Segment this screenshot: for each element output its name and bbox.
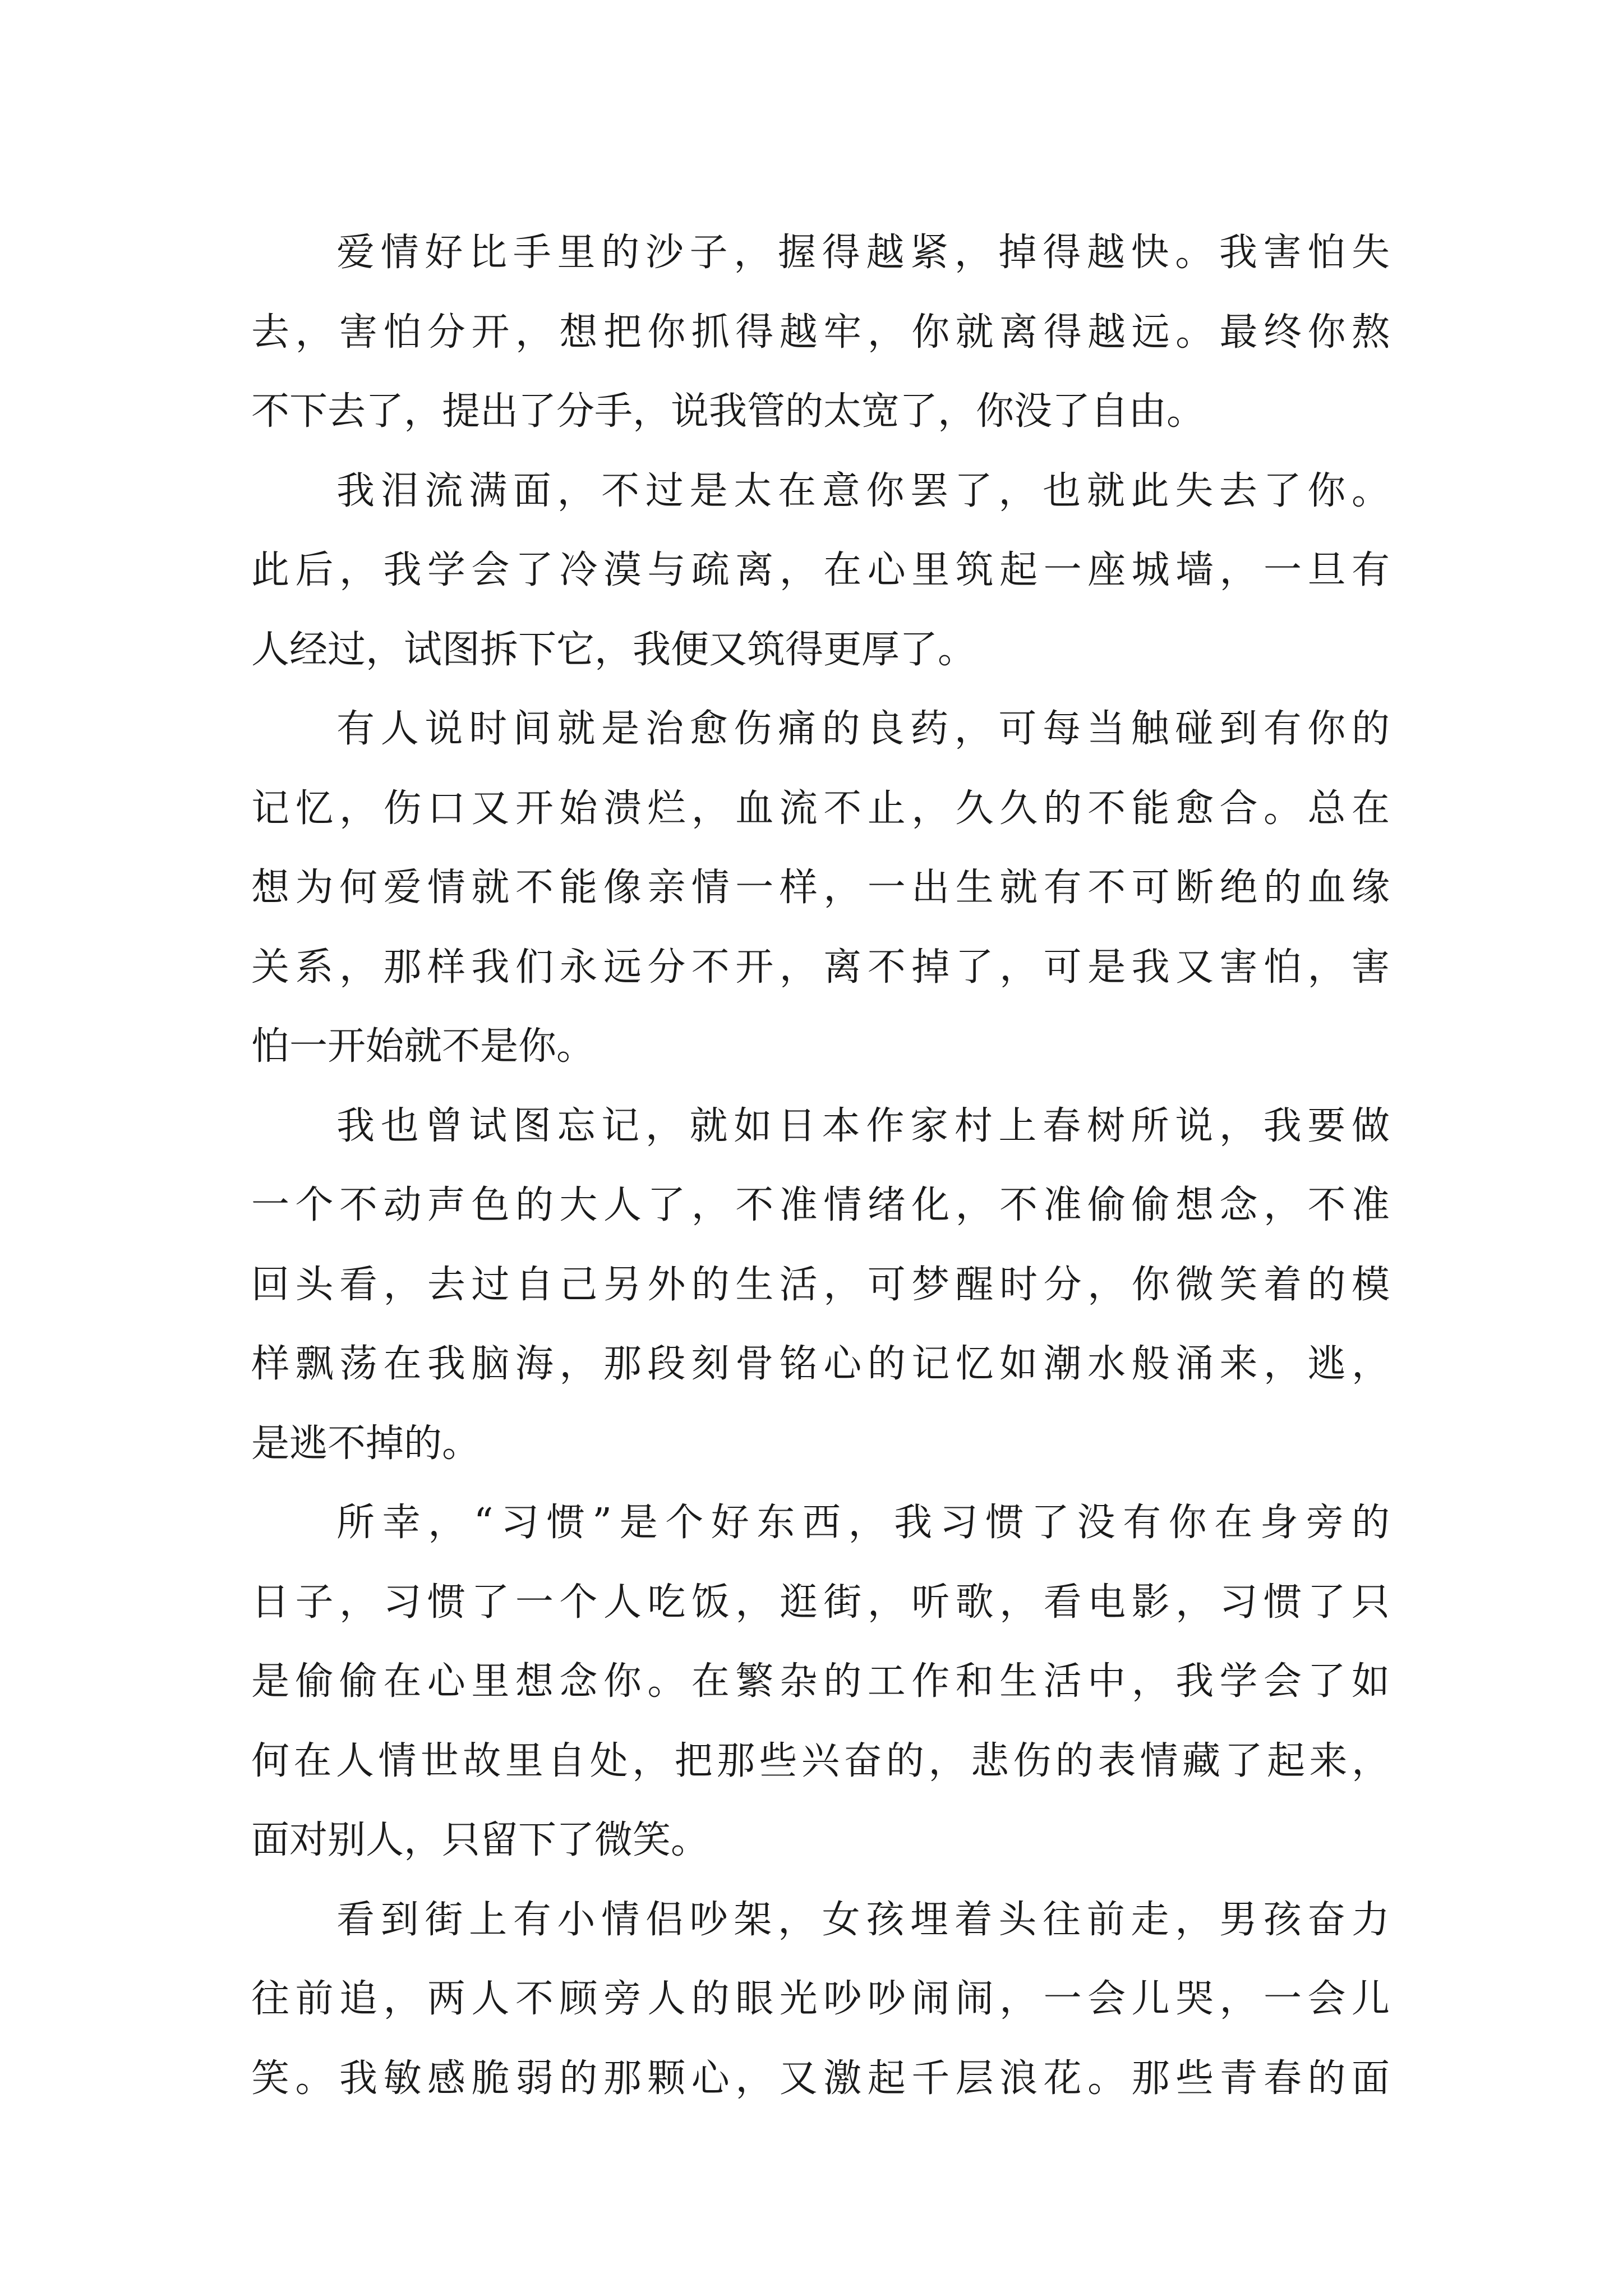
- text-line: 往前追，两人不顾旁人的眼光吵吵闹闹，一会儿哭，一会儿: [251, 1977, 1390, 2021]
- text-line: 何在人情世故里自处，把那些兴奋的，悲伤的表情藏了起来，: [251, 1738, 1390, 1783]
- text-line: 怕一开始就不是你。: [251, 1024, 595, 1069]
- paragraph-6: [251, 1880, 1390, 2119]
- text-line: 我泪流满面，不过是太在意你罢了，也就此失去了你。: [336, 468, 1390, 513]
- text-line: 爱情好比手里的沙子，握得越紧，掉得越快。我害怕失: [336, 231, 1390, 275]
- text-line: 是偷偷在心里想念你。在繁杂的工作和生活中，我学会了如: [251, 1659, 1390, 1704]
- body-text: [251, 213, 1390, 2118]
- text-line: 面对别人，只留下了微笑。: [251, 1818, 709, 1862]
- paragraph-4: [251, 1087, 1390, 1484]
- paragraph-3: [251, 689, 1390, 1087]
- text-line: 人经过，试图拆下它，我便又筑得更厚了。: [251, 627, 976, 672]
- text-line: 有人说时间就是治愈伤痛的良药，可每当触碰到有你的: [336, 707, 1390, 751]
- text-line: 样飘荡在我脑海，那段刻骨铭心的记忆如潮水般涌来，逃，: [251, 1342, 1390, 1386]
- text-line: 笑。我敏感脆弱的那颗心，又激起千层浪花。那些青春的面: [251, 2056, 1390, 2101]
- text-line: 我也曾试图忘记，就如日本作家村上春树所说，我要做: [336, 1103, 1390, 1148]
- text-line: 想为何爱情就不能像亲情一样，一出生就有不可断绝的血缘: [251, 866, 1390, 910]
- text-line: 看到街上有小情侣吵架，女孩埋着头往前走，男孩奋力: [336, 1897, 1390, 1942]
- paragraph-2: [251, 452, 1390, 690]
- text-line: 所幸，“习惯”是个好东西，我习惯了没有你在身旁的: [336, 1501, 1390, 1545]
- text-line: 去，害怕分开，想把你抓得越牢，你就离得越远。最终你熬: [251, 310, 1390, 355]
- text-line: 一个不动声色的大人了，不准情绪化，不准偷偷想念，不准: [251, 1183, 1390, 1227]
- text-line: 日子，习惯了一个人吃饭，逛街，听歌，看电影，习惯了只: [251, 1580, 1390, 1625]
- text-line: 是逃不掉的。: [251, 1421, 481, 1466]
- text-line: 记忆，伤口又开始溃烂，血流不止，久久的不能愈合。总在: [251, 786, 1390, 831]
- text-line: 回头看，去过自己另外的生活，可梦醒时分，你微笑着的模: [251, 1262, 1390, 1307]
- text-line: 此后，我学会了冷漠与疏离，在心里筑起一座城墙，一旦有: [251, 548, 1390, 592]
- paragraph-1: [251, 213, 1390, 452]
- text-line: 不下去了，提出了分手，说我管的太宽了，你没了自由。: [251, 389, 1205, 434]
- text-line: 关系，那样我们永远分不开，离不掉了，可是我又害怕，害: [251, 945, 1390, 990]
- paragraph-5: [251, 1483, 1390, 1880]
